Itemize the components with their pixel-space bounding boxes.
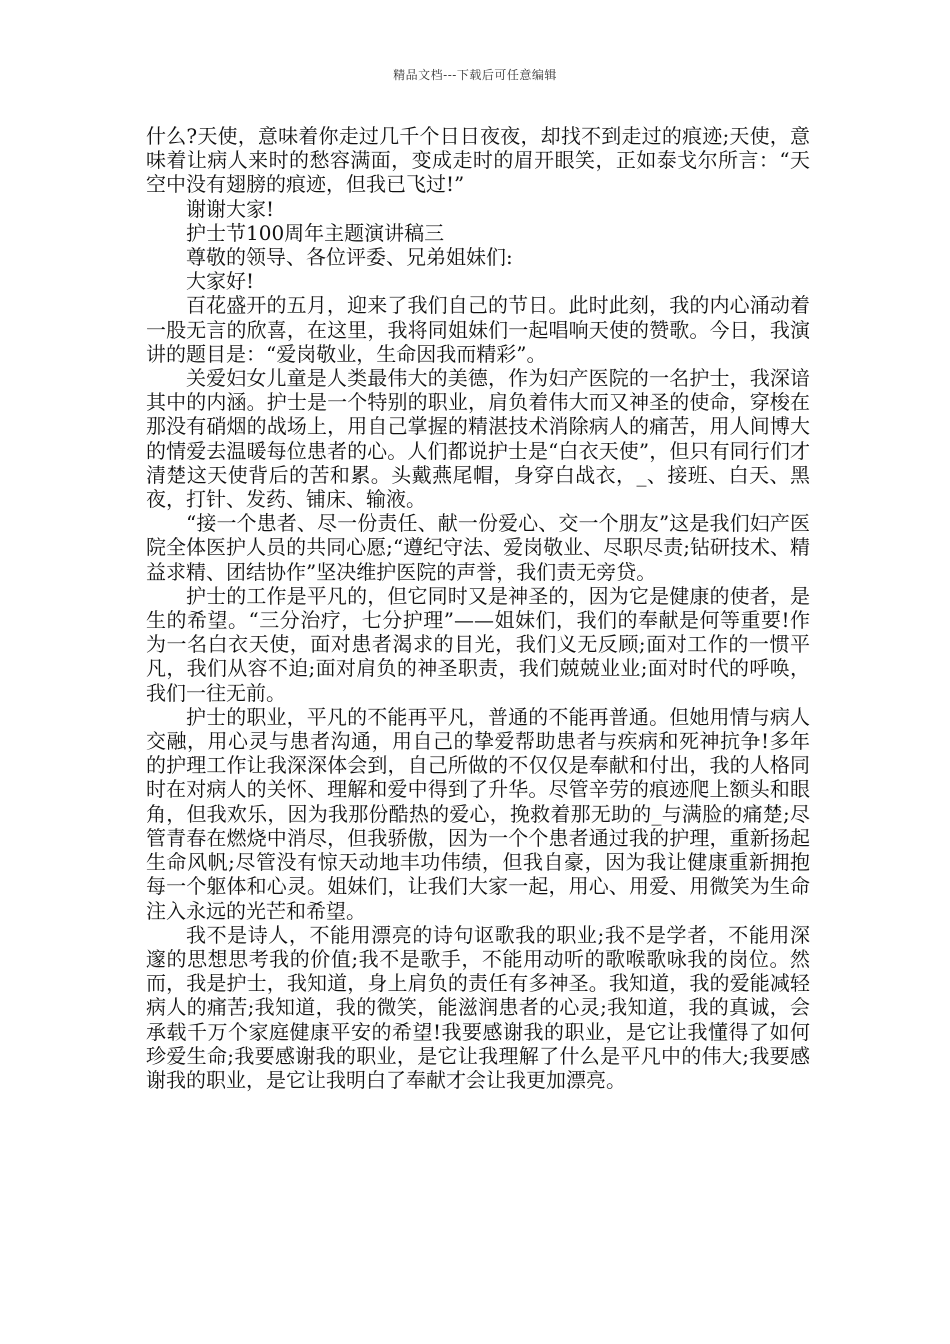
- document-body: [146, 124, 810, 1092]
- paragraph-closing: 我不是诗人，不能用漂亮的诗句讴歌我的职业;我不是学者，不能用深邃的思想思考我的价值;我不是歌手，不能用动听的歌喉歌咏我的岗位。然而，我是护士，我知道，身上肩负的责任有多神圣。我知道，我的爱能减轻病人的痛苦;我知道，我的微笑，能滋润患者的心灵;我知道，我的真诚，会承载千万个家庭健康平安的希望!我要感谢我的职业，是它让我懂得了如何珍爱生命;我要感谢我的职业，是它让我理解了什么是平凡中的伟大;我要感谢我的职业，是它让我明白了奉献才会让我更加漂亮。: [146, 922, 810, 1092]
- paragraph-intro: 百花盛开的五月，迎来了我们自己的节日。此时此刻，我的内心涌动着一股无言的欣喜，在这里，我将同姐妹们一起唱响天使的赞歌。今日，我演讲的题目是：“爱岗敬业，生命因我而精彩”。: [146, 293, 810, 366]
- section-title: 护士节100周年主题演讲稿三: [186, 220, 445, 245]
- paragraph-work: 护士的工作是平凡的，但它同时又是神圣的，因为它是健康的使者，是生的希望。“三分治疗，七分护理”——姐妹们，我们的奉献是何等重要!作为一名白衣天使，面对患者渴求的目光，我们义无反顾;面对工作的一惯平凡，我们从容不迫;面对肩负的神圣职责，我们兢兢业业;面对时代的呼唤，我们一往无前。: [146, 583, 810, 705]
- paragraph-profession: 护士的职业，平凡的不能再平凡，普通的不能再普通。但她用情与病人交融，用心灵与患者沟通，用自己的挚爱帮助患者与疾病和死神抗争!多年的护理工作让我深深体会到，自己所做的不仅仅是奉献和付出，我的人格同时在对病人的关怀、理解和爱中得到了升华。尽管辛劳的痕迹爬上额头和眼角，但我欢乐，因为我那份酷热的爱心，挽救着那无助的_与满脸的痛楚;尽管青春在燃烧中消尽，但我骄傲，因为一个个患者通过我的护理，重新扬起生命风帆;尽管没有惊天动地丰功伟绩，但我自豪，因为我让健康重新拥抱每一个躯体和心灵。姐妹们，让我们大家一起，用心、用爱、用微笑为生命注入永远的光芒和希望。: [146, 704, 810, 923]
- paragraph-care: 关爱妇女儿童是人类最伟大的美德，作为妇产医院的一名护士，我深谙其中的内涵。护士是一个特别的职业，肩负着伟大而又神圣的使命，穿梭在那没有硝烟的战场上，用自己掌握的精湛技术消除病人的痛苦，用人间博大的情爱去温暖每位患者的心。人们都说护士是“白衣天使”，但只有同行们才清楚这天使背后的苦和累。头戴燕尾帽，身穿白战衣，_、接班、白天、黑夜，打针、发药、铺床、输液。: [146, 366, 810, 512]
- paragraph-opening: 什么?天使，意味着你走过几千个日日夜夜，却找不到走过的痕迹;天使，意味着让病人来时的愁容满面，变成走时的眉开眼笑，正如泰戈尔所言：“天空中没有翅膀的痕迹，但我已飞过!”: [146, 124, 810, 197]
- page-header: 精品文档---下载后可任意编辑: [393, 68, 557, 82]
- greeting: 大家好!: [186, 269, 255, 294]
- paragraph-motto: “接一个患者、尽一份责任、献一份爱心、交一个朋友”这是我们妇产医院全体医护人员的共同心愿;“遵纪守法、爱岗敬业、尽职尽责;钻研技术、精益求精、团结协作”坚决维护医院的声誉，我们责无旁贷。: [146, 511, 810, 584]
- salutation: 尊敬的领导、各位评委、兄弟姐妹们:: [186, 245, 513, 270]
- paragraph-thanks: 谢谢大家!: [186, 196, 275, 221]
